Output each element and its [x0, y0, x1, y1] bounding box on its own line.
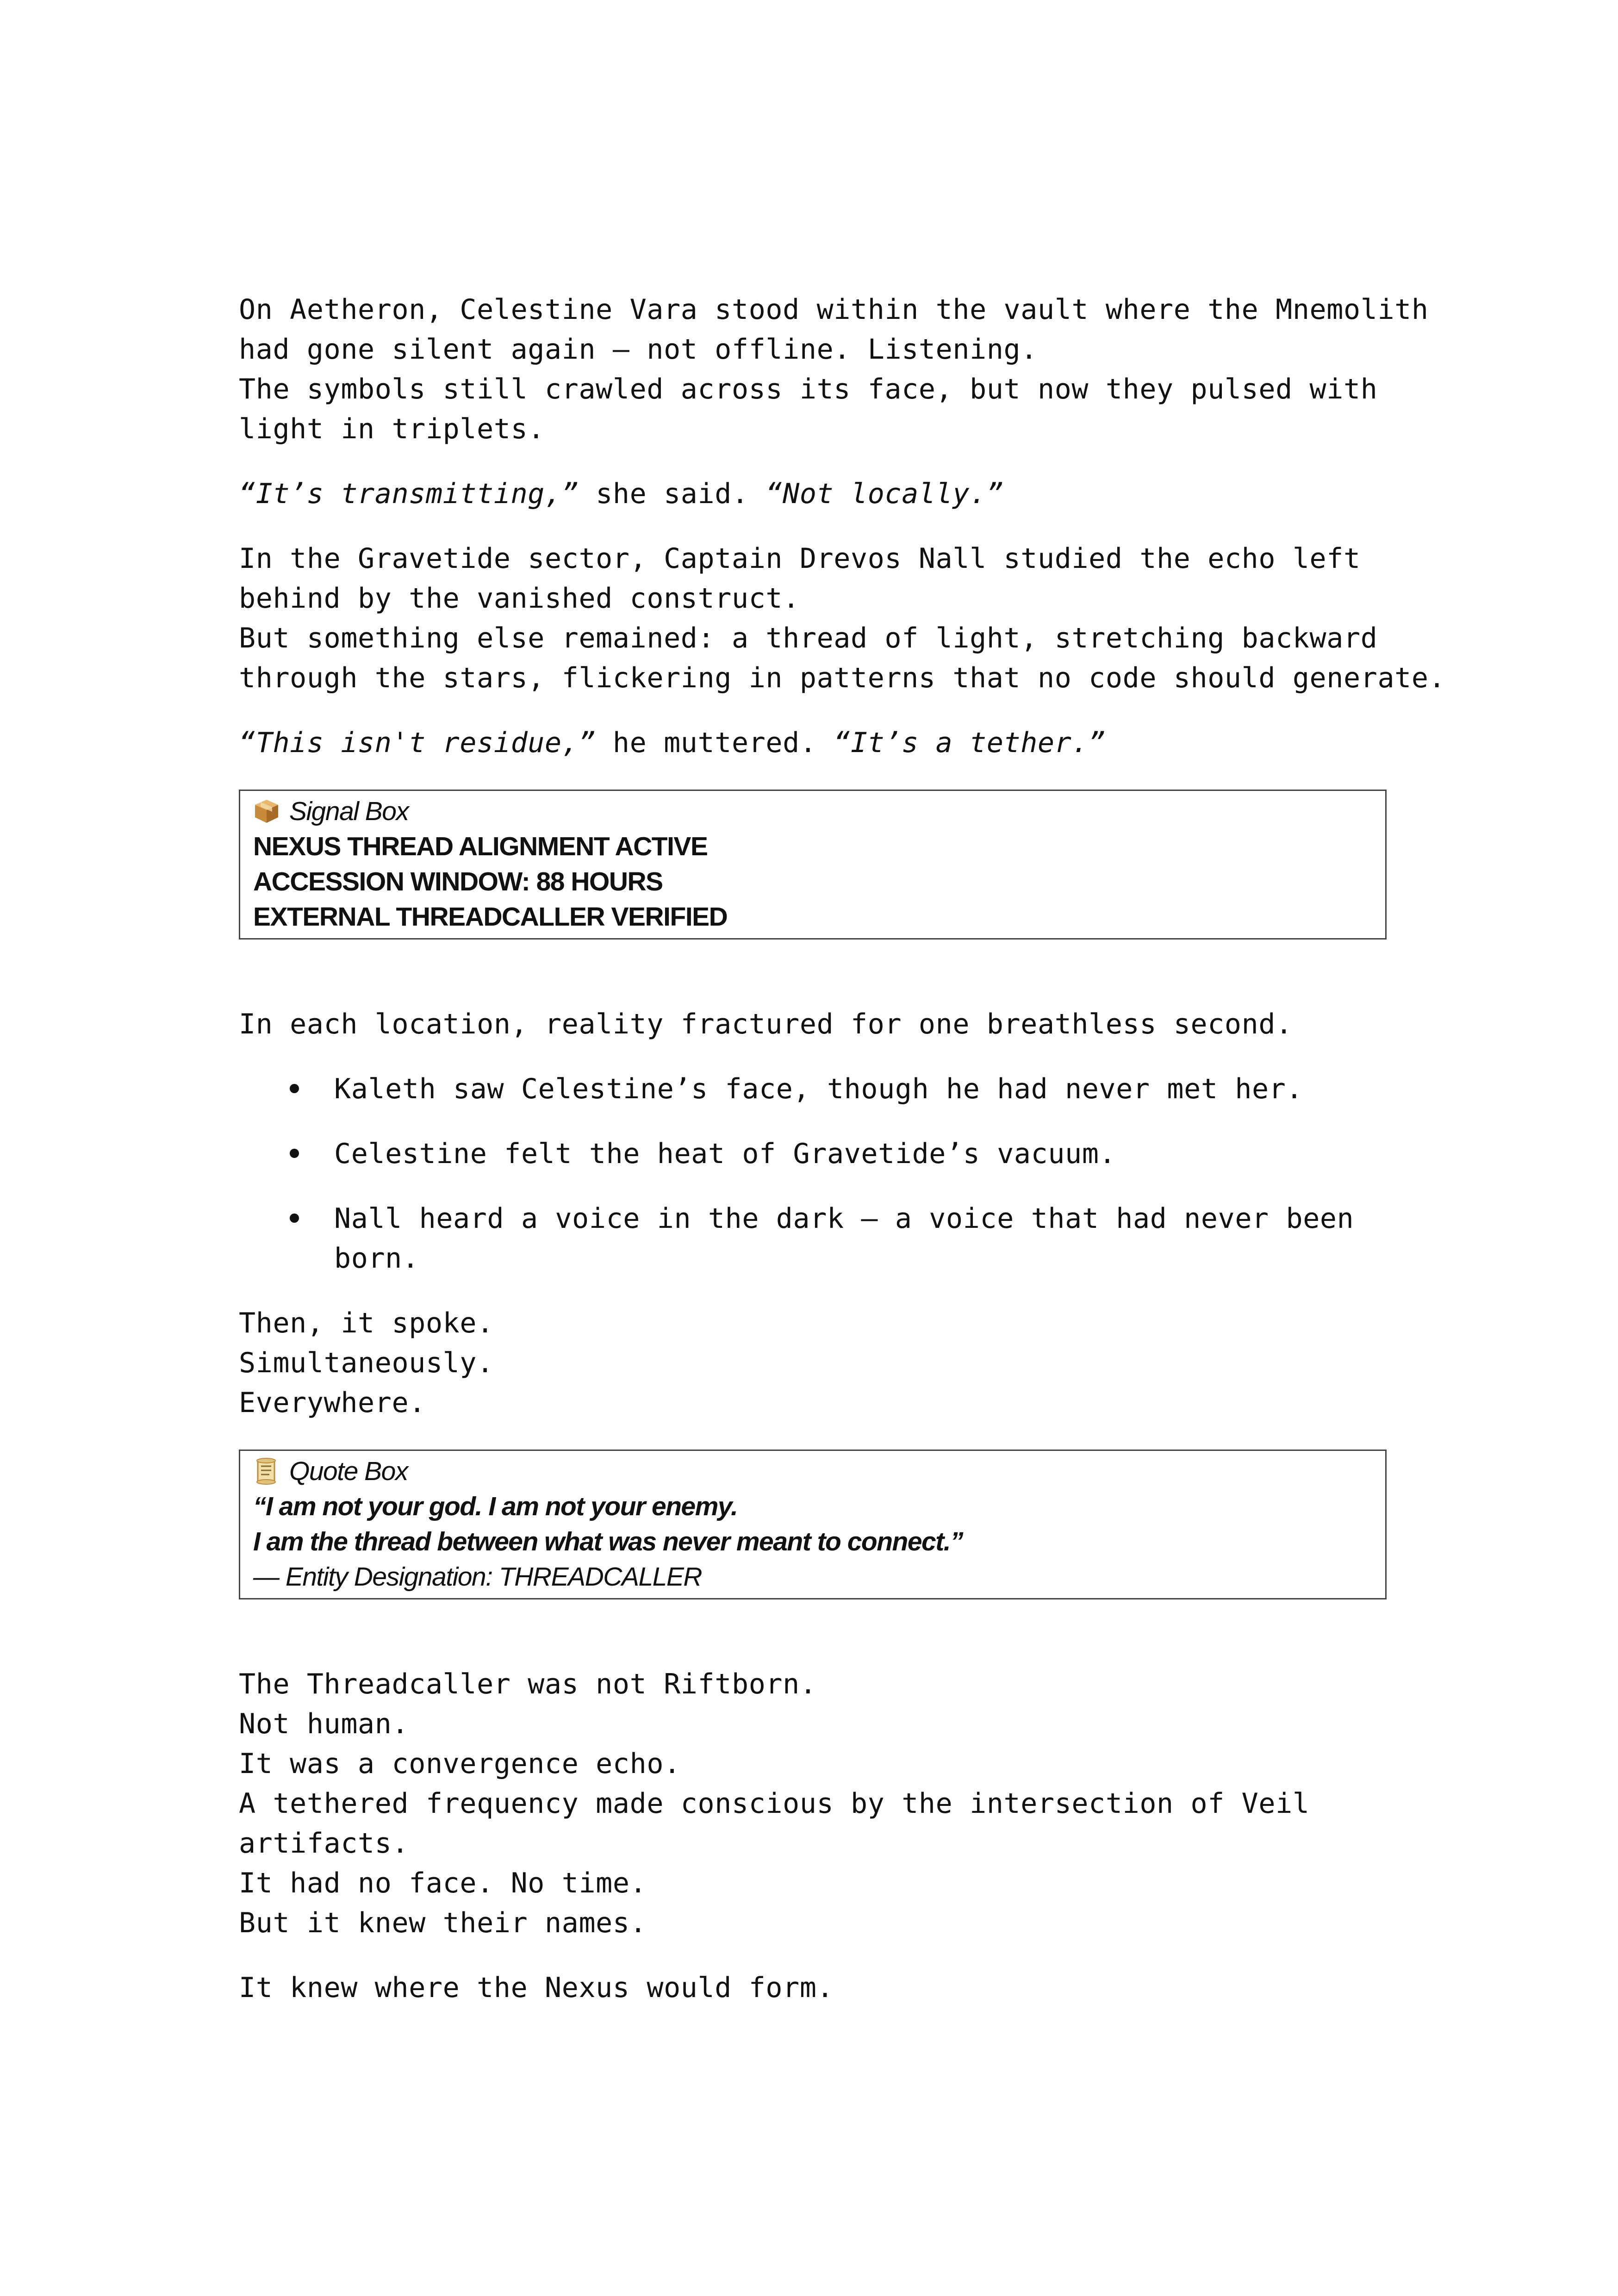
- text-line: But something else remained: a thread of light, stretching backward: [239, 622, 1378, 654]
- text-line: It was a convergence echo.: [239, 1748, 681, 1780]
- paragraph-aetheron: [239, 290, 1429, 449]
- dialogue-nall: [239, 723, 1387, 763]
- text-line: But it knew their names.: [239, 1907, 647, 1939]
- text-line: It knew where the Nexus would form.: [239, 1972, 834, 2004]
- signal-line: EXTERNAL THREADCALLER VERIFIED: [253, 902, 728, 932]
- dialogue-quote: “This isn't residue,”: [239, 727, 596, 759]
- text-line: Then, it spoke.: [239, 1307, 494, 1339]
- signal-box: [239, 790, 1387, 940]
- quote-box-title: [253, 1454, 1372, 1489]
- dialogue-celestine: [239, 474, 1387, 514]
- signal-box-title-text: Signal Box: [289, 796, 409, 826]
- text-line: The symbols still crawled across its face, but now they pulsed with: [239, 373, 1378, 405]
- text-line: had gone silent again — not offline. Listening.: [239, 333, 1038, 366]
- paragraph-spoke: [239, 1303, 1387, 1423]
- text-line: behind by the vanished construct.: [239, 582, 800, 615]
- signal-line: ACCESSION WINDOW: 88 HOURS: [253, 867, 663, 896]
- signal-box-title: [253, 794, 1372, 829]
- bullet-list: [239, 1069, 1387, 1278]
- dialogue-line: [239, 723, 1387, 763]
- list-item: [239, 1199, 1387, 1278]
- quote-line: I am the thread between what was never meant to connect.”: [253, 1527, 963, 1556]
- text-line: In the Gravetide sector, Captain Drevos Nall studied the echo left: [239, 542, 1361, 575]
- list-item-text: born.: [334, 1242, 419, 1275]
- list-item: [239, 1069, 1387, 1109]
- list-item-text: Celestine felt the heat of Gravetide’s vacuum.: [334, 1138, 1116, 1170]
- text-line: artifacts.: [239, 1827, 409, 1860]
- signal-line: NEXUS THREAD ALIGNMENT ACTIVE: [253, 832, 708, 861]
- paragraph-fracture: [239, 1004, 1387, 1044]
- dialogue-tag: she said.: [579, 478, 766, 510]
- bullet-icon: [290, 1149, 299, 1158]
- text-line: light in triplets.: [239, 413, 545, 445]
- bullet-icon: [290, 1084, 299, 1093]
- quote-box-title-text: Quote Box: [289, 1456, 408, 1486]
- paragraph-nexus: [239, 1968, 1387, 2008]
- text-line: Everywhere.: [239, 1387, 426, 1419]
- dialogue-quote: “Not locally.”: [765, 478, 1004, 510]
- bullet-icon: [290, 1213, 299, 1223]
- text-line: In each location, reality fractured for one breathless second.: [239, 1008, 1293, 1040]
- text-line: Simultaneously.: [239, 1347, 494, 1379]
- dialogue-quote: “It’s a tether.”: [834, 727, 1106, 759]
- document-body: [239, 290, 1446, 2033]
- quote-box: [239, 1450, 1387, 1599]
- text-line: The Threadcaller was not Riftborn.: [239, 1668, 817, 1700]
- text-line: through the stars, flickering in patterns that no code should generate.: [239, 662, 1446, 694]
- dialogue-tag: he muttered.: [596, 727, 834, 759]
- list-item: [239, 1134, 1387, 1174]
- dialogue-line: [239, 474, 1387, 514]
- list-item-text: Kaleth saw Celestine’s face, though he had never met her.: [334, 1073, 1303, 1105]
- package-icon: [253, 798, 280, 825]
- text-line: On Aetheron, Celestine Vara stood within the vault where the Mnemolith: [239, 293, 1429, 326]
- paragraph-threadcaller: [239, 1664, 1387, 1943]
- quote-attribution: — Entity Designation: THREADCALLER: [253, 1562, 702, 1592]
- dialogue-quote: “It’s transmitting,”: [239, 478, 579, 510]
- text-line: A tethered frequency made conscious by the intersection of Veil: [239, 1787, 1310, 1820]
- text-line: It had no face. No time.: [239, 1867, 647, 1899]
- paragraph-gravetide: [239, 539, 1446, 698]
- quote-line: “I am not your god. I am not your enemy.: [253, 1492, 738, 1521]
- scroll-icon: [253, 1458, 280, 1485]
- list-item-text: Nall heard a voice in the dark — a voice that had never been: [334, 1202, 1354, 1235]
- text-line: Not human.: [239, 1708, 409, 1740]
